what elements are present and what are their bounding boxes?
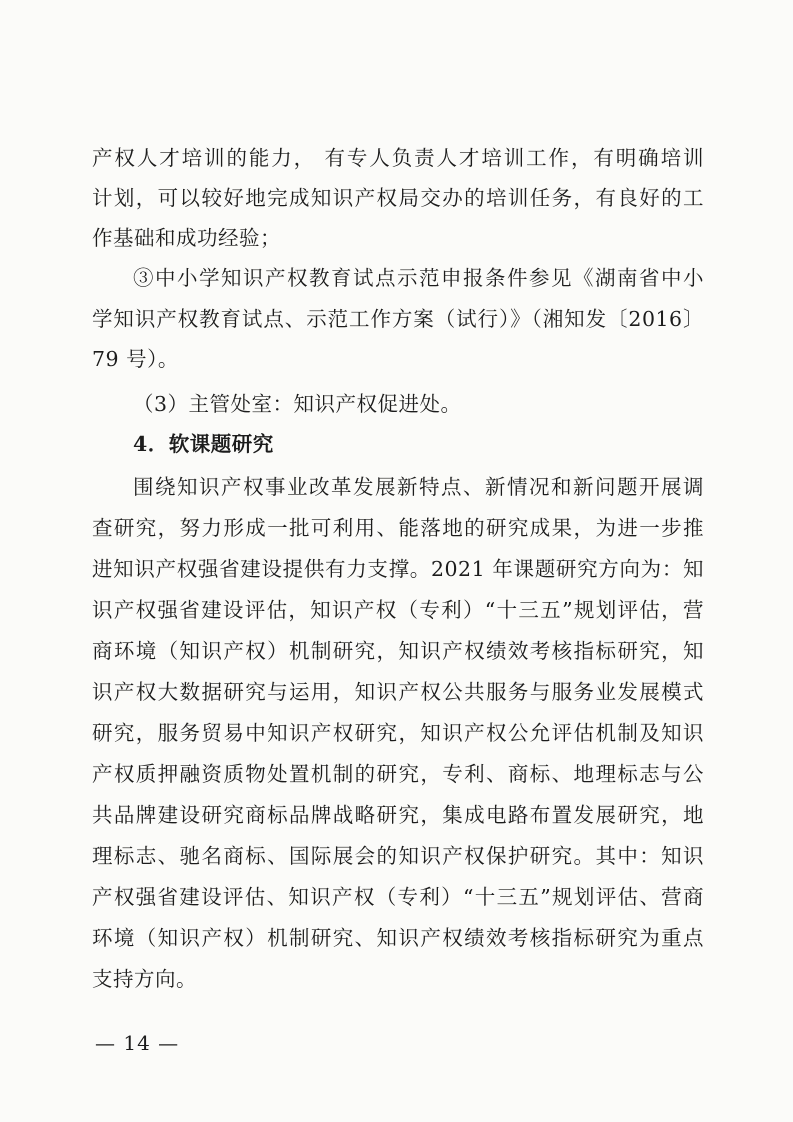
paragraph-line: 商环境（知识产权）机制研究，知识产权绩效考核指标研究，知 xyxy=(92,639,704,663)
paragraph-line: ③中小学知识产权教育试点示范申报条件参见《湖南省中小 xyxy=(133,266,704,290)
paragraph-line: 产权强省建设评估、知识产权（专利）“十三五”规划评估、营商 xyxy=(92,885,704,909)
paragraph-line: 共品牌建设研究商标品牌战略研究，集成电路布置发展研究，地 xyxy=(92,803,704,827)
page-number: — 14 — xyxy=(95,1031,180,1055)
paragraph-line: 研究，服务贸易中知识产权研究，知识产权公允评估机制及知识 xyxy=(92,721,704,745)
paragraph-line: （3）主管处室：知识产权促进处。 xyxy=(133,392,462,416)
paragraph-line: 围绕知识产权事业改革发展新特点、新情况和新问题开展调 xyxy=(133,475,704,499)
paragraph-line: 查研究，努力形成一批可利用、能落地的研究成果，为进一步推 xyxy=(92,516,704,540)
paragraph-line: 环境（知识产权）机制研究、知识产权绩效考核指标研究为重点 xyxy=(92,926,704,950)
paragraph-line: 识产权大数据研究与运用，知识产权公共服务与服务业发展模式 xyxy=(92,680,704,704)
section-heading: 4．软课题研究 xyxy=(133,432,274,456)
paragraph-line: 识产权强省建设评估，知识产权（专利）“十三五”规划评估，营 xyxy=(92,598,704,622)
paragraph-line: 产权人才培训的能力， 有专人负责人才培训工作，有明确培训 xyxy=(92,146,704,170)
paragraph-line: 学知识产权教育试点、示范工作方案（试行）》（湘知发〔2016〕 xyxy=(92,307,704,331)
paragraph-line: 产权质押融资质物处置机制的研究，专利、商标、地理标志与公 xyxy=(92,762,704,786)
paragraph-line: 进知识产权强省建设提供有力支撑。2021 年课题研究方向为：知 xyxy=(92,557,704,581)
paragraph-line: 79 号）。 xyxy=(92,347,179,371)
paragraph-line: 作基础和成功经验； xyxy=(92,226,281,250)
paragraph-line: 计划，可以较好地完成知识产权局交办的培训任务，有良好的工 xyxy=(92,186,704,210)
paragraph-line: 支持方向。 xyxy=(92,967,197,991)
paragraph-line: 理标志、驰名商标、国际展会的知识产权保护研究。其中：知识 xyxy=(92,844,704,868)
